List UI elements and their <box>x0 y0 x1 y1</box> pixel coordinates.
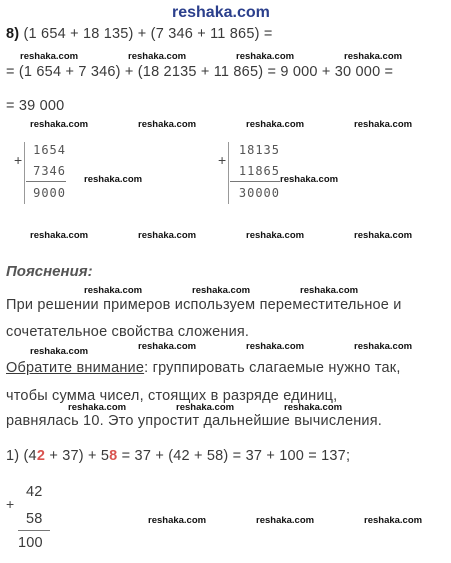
watermark: reshaka.com <box>84 174 143 185</box>
explanation-p2-line2: чтобы сумма чисел, стоящих в разряде единиц, <box>6 388 338 404</box>
watermark: reshaka.com <box>138 119 197 130</box>
watermark: reshaka.com <box>128 51 187 62</box>
example-part: + 37) + 5 <box>45 448 110 464</box>
sum: 100 <box>18 535 43 551</box>
plus-operator: + <box>218 152 227 168</box>
watermark: reshaka.com <box>30 346 89 357</box>
watermark: reshaka.com <box>138 341 197 352</box>
watermark: reshaka.com <box>246 119 305 130</box>
highlight-digit: 8 <box>109 448 118 464</box>
watermark: reshaka.com <box>176 402 235 413</box>
example-part: = 37 + (42 + 58) = 37 + 100 = 137; <box>117 448 351 464</box>
addend-1: 42 <box>26 484 43 500</box>
column-addition-bottom <box>6 482 56 557</box>
watermark: reshaka.com <box>256 515 315 526</box>
example-part: 1) (4 <box>6 448 37 464</box>
watermark: reshaka.com <box>68 402 127 413</box>
watermark: reshaka.com <box>246 341 305 352</box>
addend-1: 1654 <box>33 143 66 157</box>
explanation-p1-line1: При решении примеров используем переместительное и <box>6 297 402 313</box>
watermark: reshaka.com <box>30 230 89 241</box>
addend-2: 58 <box>26 511 43 527</box>
watermark: reshaka.com <box>30 119 89 130</box>
watermark: reshaka.com <box>20 51 79 62</box>
explanation-heading: Пояснения: <box>6 263 93 280</box>
explanation-p2-line3: равнялась 10. Это упростит дальнейшие вычисления. <box>6 413 382 429</box>
watermark: reshaka.com <box>192 285 251 296</box>
sum: 30000 <box>238 186 280 200</box>
watermark: reshaka.com <box>246 230 305 241</box>
plus-operator: + <box>14 152 23 168</box>
column-addition-right <box>218 140 286 205</box>
watermark: reshaka.com <box>84 285 143 296</box>
sum: 9000 <box>33 186 66 200</box>
watermark: reshaka.com <box>354 341 413 352</box>
watermark: reshaka.com <box>148 515 207 526</box>
watermark: reshaka.com <box>354 119 413 130</box>
watermark: reshaka.com <box>354 230 413 241</box>
watermark: reshaka.com <box>284 402 343 413</box>
plus-operator: + <box>6 496 15 512</box>
attention-phrase: Обратите внимание <box>6 360 145 376</box>
example-equation <box>6 448 350 464</box>
task-line-3: = 39 000 <box>6 98 65 114</box>
attention-rest: : группировать слагаемые нужно так, <box>144 360 401 376</box>
explanation-p1-line2: сочетательное свойства сложения. <box>6 324 250 340</box>
watermark: reshaka.com <box>364 515 423 526</box>
addend-1: 18135 <box>238 143 280 157</box>
site-watermark-top: reshaka.com <box>172 4 270 21</box>
watermark: reshaka.com <box>236 51 295 62</box>
task-line-1 <box>6 26 273 42</box>
task-line-2: = (1 654 + 7 346) + (18 2135 + 11 865) = 9 000 + 30 000 = <box>6 64 394 80</box>
watermark: reshaka.com <box>280 174 339 185</box>
addend-2: 7346 <box>33 164 66 178</box>
watermark: reshaka.com <box>300 285 359 296</box>
explanation-p2-line1 <box>6 360 401 376</box>
task-expression: (1 654 + 18 135) + (7 346 + 11 865) = <box>23 26 273 42</box>
watermark: reshaka.com <box>344 51 403 62</box>
column-addition-left <box>14 140 74 205</box>
addend-2: 11865 <box>238 164 280 178</box>
task-number: 8) <box>6 26 20 42</box>
highlight-digit: 2 <box>36 448 46 464</box>
watermark: reshaka.com <box>138 230 197 241</box>
